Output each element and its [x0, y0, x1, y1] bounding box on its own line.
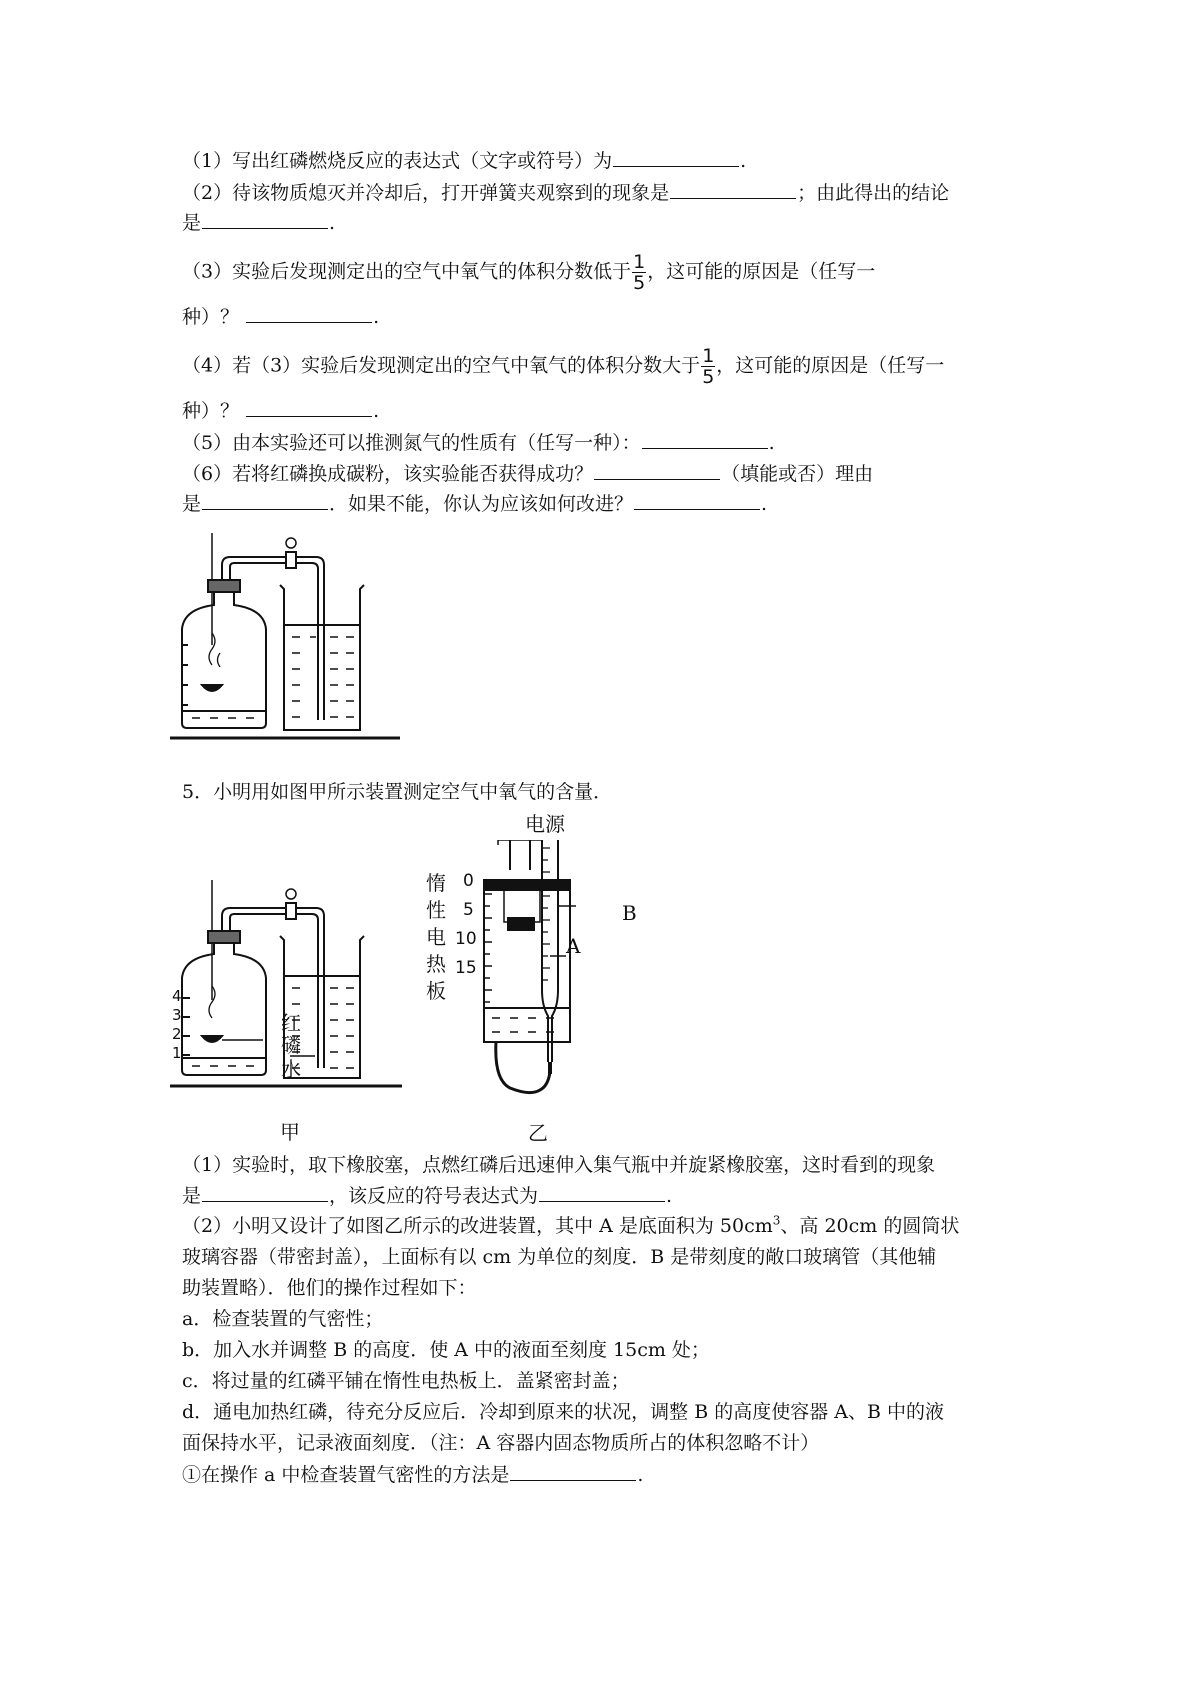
fraction-one-fifth: $\frac{1}{5}$ [633, 251, 646, 294]
q5-sub2-line2: 玻璃容器（带密封盖），上面标有以 cm 为单位的刻度．B 是带刻度的敞口玻璃管（其他辅 [182, 1246, 937, 1268]
q5-step-b: b．加入水并调整 B 的高度．使 A 中的液面至刻度 15cm 处； [182, 1339, 710, 1361]
improved-apparatus-figure-yi [470, 840, 640, 1105]
figure-caption-yi: 乙 [528, 1121, 548, 1145]
q4-part6: （6）若将红磷换成碳粉，该实验能否获得成功？ （填能或否）理由 [182, 463, 874, 485]
q5-sub2-line3: 助装置略）．他们的操作过程如下： [182, 1277, 477, 1299]
apparatus-figure-q4 [170, 525, 430, 750]
q5-sub1-line1: （1）实验时，取下橡胶塞，点燃红磷后迅速伸入集气瓶中并旋紧橡胶塞，这时看到的现象 [182, 1154, 936, 1176]
label-water: 水 [281, 1057, 301, 1081]
inert-heating-plate-label: 惰 性 电 热 板 [426, 871, 446, 1003]
q4-part2-cont: 是 . [182, 212, 336, 234]
label-container-a: A [566, 934, 581, 958]
answer-blank[interactable] [642, 430, 768, 449]
label-red-phosphorus: 红 磷 [281, 1011, 301, 1057]
q5-title: 5．小明用如图甲所示装置测定空气中氧气的含量． [182, 781, 613, 803]
answer-blank[interactable] [613, 148, 739, 167]
q4-part4-cont: 种）？ . [182, 400, 380, 422]
answer-blank[interactable] [202, 491, 328, 510]
q5-sub2-line1: （2）小明又设计了如图乙所示的改进装置，其中 A 是底面积为 $50cm^3$、高 20cm 的圆筒状 [182, 1213, 960, 1237]
fraction-one-fifth: $\frac{1}{5}$ [702, 345, 715, 388]
answer-blank[interactable] [202, 210, 328, 229]
q5-step-d-line2: 面保持水平，记录液面刻度．（注：A 容器内固态物质所占的体积忽略不计） [182, 1432, 820, 1454]
answer-blank[interactable] [670, 180, 796, 199]
q5-sub1-line2: 是 ，该反应的符号表达式为 . [182, 1185, 673, 1207]
answer-blank[interactable] [594, 461, 720, 480]
q5-question-1: ①在操作 a 中检查装置气密性的方法是 . [182, 1464, 644, 1486]
q5-step-a: a．检查装置的气密性； [182, 1308, 384, 1330]
q5-step-d-line1: d．通电加热红磷，待充分反应后．冷却到原来的状况，调整 B 的高度使容器 A、B 中的液 [182, 1401, 944, 1423]
jar-scale-marks: 4 3 2 1 [172, 987, 182, 1062]
answer-blank[interactable] [510, 1462, 636, 1481]
answer-blank[interactable] [246, 304, 372, 323]
answer-blank[interactable] [246, 398, 372, 417]
q4-part1: （1）写出红磷燃烧反应的表达式（文字或符号）为 . [182, 150, 747, 172]
q4-part3: （3）实验后发现测定出的空气中氧气的体积分数低于 $\frac{1}{5}$ ，这可能的原因是（任写一 [182, 251, 876, 294]
q4-part6-cont: 是 ．如果不能，你认为应该如何改进？ . [182, 493, 768, 515]
answer-blank[interactable] [634, 491, 760, 510]
answer-blank[interactable] [202, 1183, 328, 1202]
answer-blank[interactable] [539, 1183, 665, 1202]
q4-part4: （4）若（3）实验后发现测定出的空气中氧气的体积分数大于 $\frac{1}{5}$ ，这可能的原因是（任写一 [182, 345, 945, 388]
figure-caption-jia: 甲 [280, 1120, 300, 1144]
q5-step-c: c．将过量的红磷平铺在惰性电热板上．盖紧密封盖； [182, 1370, 630, 1392]
q4-part3-cont: 种）？ . [182, 306, 380, 328]
power-source-label: 电源 [525, 812, 565, 836]
q4-part2: （2）待该物质熄灭并冷却后，打开弹簧夹观察到的现象是 ；由此得出的结论 [182, 182, 950, 204]
label-tube-b: B [622, 901, 637, 925]
q4-part5: （5）由本实验还可以推测氮气的性质有（任写一种）： . [182, 432, 775, 454]
